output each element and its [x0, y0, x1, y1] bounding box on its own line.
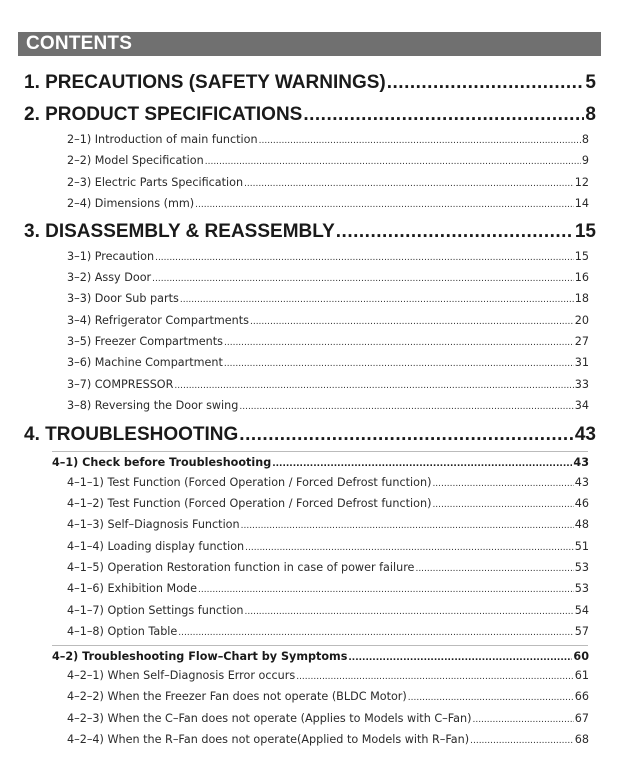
- toc-entry-page: 8: [581, 133, 589, 146]
- toc-entry-label: 2–4) Dimensions (mm): [67, 197, 195, 210]
- toc-entry-label: 4–2–3) When the C–Fan does not operate (Applies to Models with C–Fan): [67, 712, 472, 725]
- dot-leader: [205, 157, 581, 167]
- toc-entry-page: 20: [574, 314, 589, 327]
- dot-leader: [432, 479, 573, 489]
- toc-subentry[interactable]: [67, 690, 589, 703]
- dot-leader: [470, 736, 574, 746]
- toc-entry-page: 16: [574, 271, 589, 284]
- dot-leader: [245, 607, 574, 617]
- toc-entry-page: 9: [581, 154, 589, 167]
- dot-leader: [195, 200, 574, 210]
- toc-entry-label: 3–5) Freezer Compartments: [67, 335, 223, 348]
- toc-entry-page: 31: [574, 356, 589, 369]
- toc-entry-label: 4–1–3) Self–Diagnosis Function: [67, 518, 240, 531]
- toc-entry-page: 43: [574, 424, 596, 445]
- toc-entry-label: 4–2–2) When the Freezer Fan does not operate (BLDC Motor): [67, 690, 407, 703]
- toc-subentry[interactable]: [67, 133, 589, 146]
- toc-subentry[interactable]: [67, 582, 589, 595]
- toc-subentry[interactable]: [67, 197, 589, 210]
- dot-leader: [408, 693, 574, 703]
- dot-leader: [180, 295, 574, 305]
- toc-entry-label: 2–2) Model Specification: [67, 154, 204, 167]
- toc-entry-label: 4–1–7) Option Settings function: [67, 604, 244, 617]
- toc-entry-page: 60: [573, 650, 589, 663]
- toc-entry-label: 4–1–1) Test Function (Forced Operation / Forced Defrost function): [67, 476, 432, 489]
- dot-leader: [244, 179, 574, 189]
- toc-subsection-check-before[interactable]: [52, 456, 589, 469]
- toc-subentry[interactable]: [67, 540, 589, 553]
- toc-entry-page: 15: [574, 221, 596, 242]
- toc-subentry[interactable]: [67, 476, 589, 489]
- dot-leader: [432, 500, 573, 510]
- toc-entry-page: 53: [574, 561, 589, 574]
- toc-entry-label: 4–1–4) Loading display function: [67, 540, 245, 553]
- toc-entry-label: 2–3) Electric Parts Specification: [67, 176, 244, 189]
- dot-leader: [472, 715, 573, 725]
- dot-leader: [224, 359, 574, 369]
- toc-entry-label: 4–1) Check before Troubleshooting: [52, 456, 272, 469]
- dot-leader: [415, 564, 573, 574]
- dot-leader: [178, 628, 573, 638]
- toc-entry-page: 18: [574, 292, 589, 305]
- toc-subentry[interactable]: [67, 356, 589, 369]
- toc-entry-page: 12: [574, 176, 589, 189]
- dot-leader: [387, 72, 585, 94]
- dot-leader: [224, 338, 574, 348]
- toc-subentry[interactable]: [67, 733, 589, 746]
- toc-subentry[interactable]: [67, 561, 589, 574]
- dot-leader: [250, 317, 574, 327]
- toc-entry-page: 15: [574, 250, 589, 263]
- dot-leader: [198, 585, 574, 595]
- toc-entry-label: 2–1) Introduction of main function: [67, 133, 258, 146]
- dot-leader: [152, 274, 574, 284]
- toc-subentry[interactable]: [67, 604, 589, 617]
- toc-entry-label: 3–8) Reversing the Door swing: [67, 399, 239, 412]
- toc-entry-page: 48: [574, 518, 589, 531]
- toc-entry-product-specifications[interactable]: [24, 104, 596, 126]
- dot-leader: [336, 221, 574, 243]
- dot-leader: [348, 653, 572, 663]
- toc-entry-page: 34: [574, 399, 589, 412]
- toc-entry-page: 5: [585, 72, 596, 93]
- toc-entry-page: 68: [574, 733, 589, 746]
- toc-subentry[interactable]: [67, 250, 589, 263]
- toc-entry-label: 3–2) Assy Door: [67, 271, 152, 284]
- toc-entry-page: 53: [574, 582, 589, 595]
- toc-entry-page: 33: [574, 378, 589, 391]
- toc-entry-page: 46: [574, 497, 589, 510]
- toc-entry-label: 3–3) Door Sub parts: [67, 292, 179, 305]
- toc-entry-page: 51: [574, 540, 589, 553]
- toc-entry-page: 14: [574, 197, 589, 210]
- toc-entry-disassembly-reassembly[interactable]: [24, 221, 596, 243]
- toc-entry-label: 4–2–1) When Self–Diagnosis Error occurs: [67, 669, 296, 682]
- toc-entry-label: 3. DISASSEMBLY & REASSEMBLY: [24, 221, 335, 242]
- toc-subentry[interactable]: [67, 314, 589, 327]
- toc-entry-page: 8: [585, 104, 596, 125]
- toc-subsection-flow-chart[interactable]: [52, 650, 589, 663]
- dot-leader: [272, 459, 572, 469]
- toc-entry-label: 3–1) Precaution: [67, 250, 155, 263]
- dot-leader: [303, 104, 584, 126]
- toc-entry-page: 43: [573, 456, 589, 469]
- toc-subentry[interactable]: [67, 712, 589, 725]
- toc-subentry[interactable]: [67, 497, 589, 510]
- toc-entry-label: 4–2) Troubleshooting Flow–Chart by Symptoms: [52, 650, 348, 663]
- toc-entry-page: 54: [574, 604, 589, 617]
- toc-entry-label: 3–7) COMPRESSOR: [67, 378, 174, 391]
- toc-entry-precautions[interactable]: [24, 72, 596, 94]
- dot-leader: [174, 381, 573, 391]
- dot-leader: [245, 543, 574, 553]
- toc-entry-label: 4–1–2) Test Function (Forced Operation / Forced Defrost function): [67, 497, 432, 510]
- section-divider: [52, 451, 588, 452]
- toc-entry-label: 4. TROUBLESHOOTING: [24, 424, 239, 445]
- toc-subentry[interactable]: [67, 292, 589, 305]
- toc-entry-label: 4–1–6) Exhibition Mode: [67, 582, 198, 595]
- toc-subentry[interactable]: [67, 154, 589, 167]
- dot-leader: [239, 424, 574, 446]
- dot-leader: [259, 136, 581, 146]
- toc-subentry[interactable]: [67, 378, 589, 391]
- toc-entry-page: 67: [574, 712, 589, 725]
- toc-entry-label: 4–2–4) When the R–Fan does not operate(Applied to Models with R–Fan): [67, 733, 470, 746]
- toc-subentry[interactable]: [67, 669, 589, 682]
- toc-subentry[interactable]: [67, 176, 589, 189]
- dot-leader: [296, 672, 574, 682]
- toc-subentry[interactable]: [67, 518, 589, 531]
- toc-entry-page: 43: [574, 476, 589, 489]
- toc-entry-label: 3–4) Refrigerator Compartments: [67, 314, 249, 327]
- toc-entry-label: 3–6) Machine Compartment: [67, 356, 223, 369]
- toc-subentry[interactable]: [67, 335, 589, 348]
- toc-entry-label: 4–1–5) Operation Restoration function in case of power failure: [67, 561, 415, 574]
- toc-entry-page: 57: [574, 625, 589, 638]
- contents-header: CONTENTS: [18, 32, 601, 56]
- toc-subentry[interactable]: [67, 625, 589, 638]
- dot-leader: [155, 253, 574, 263]
- toc-subentry[interactable]: [67, 399, 589, 412]
- section-divider: [52, 645, 588, 646]
- toc-entry-label: 2. PRODUCT SPECIFICATIONS: [24, 104, 303, 125]
- dot-leader: [239, 402, 573, 412]
- toc-entry-label: 4–1–8) Option Table: [67, 625, 178, 638]
- toc-entry-label: 1. PRECAUTIONS (SAFETY WARNINGS): [24, 72, 386, 93]
- toc-entry-troubleshooting[interactable]: [24, 424, 596, 446]
- dot-leader: [241, 521, 574, 531]
- toc-entry-page: 66: [574, 690, 589, 703]
- toc-entry-page: 61: [574, 669, 589, 682]
- toc-subentry[interactable]: [67, 271, 589, 284]
- toc-entry-page: 27: [574, 335, 589, 348]
